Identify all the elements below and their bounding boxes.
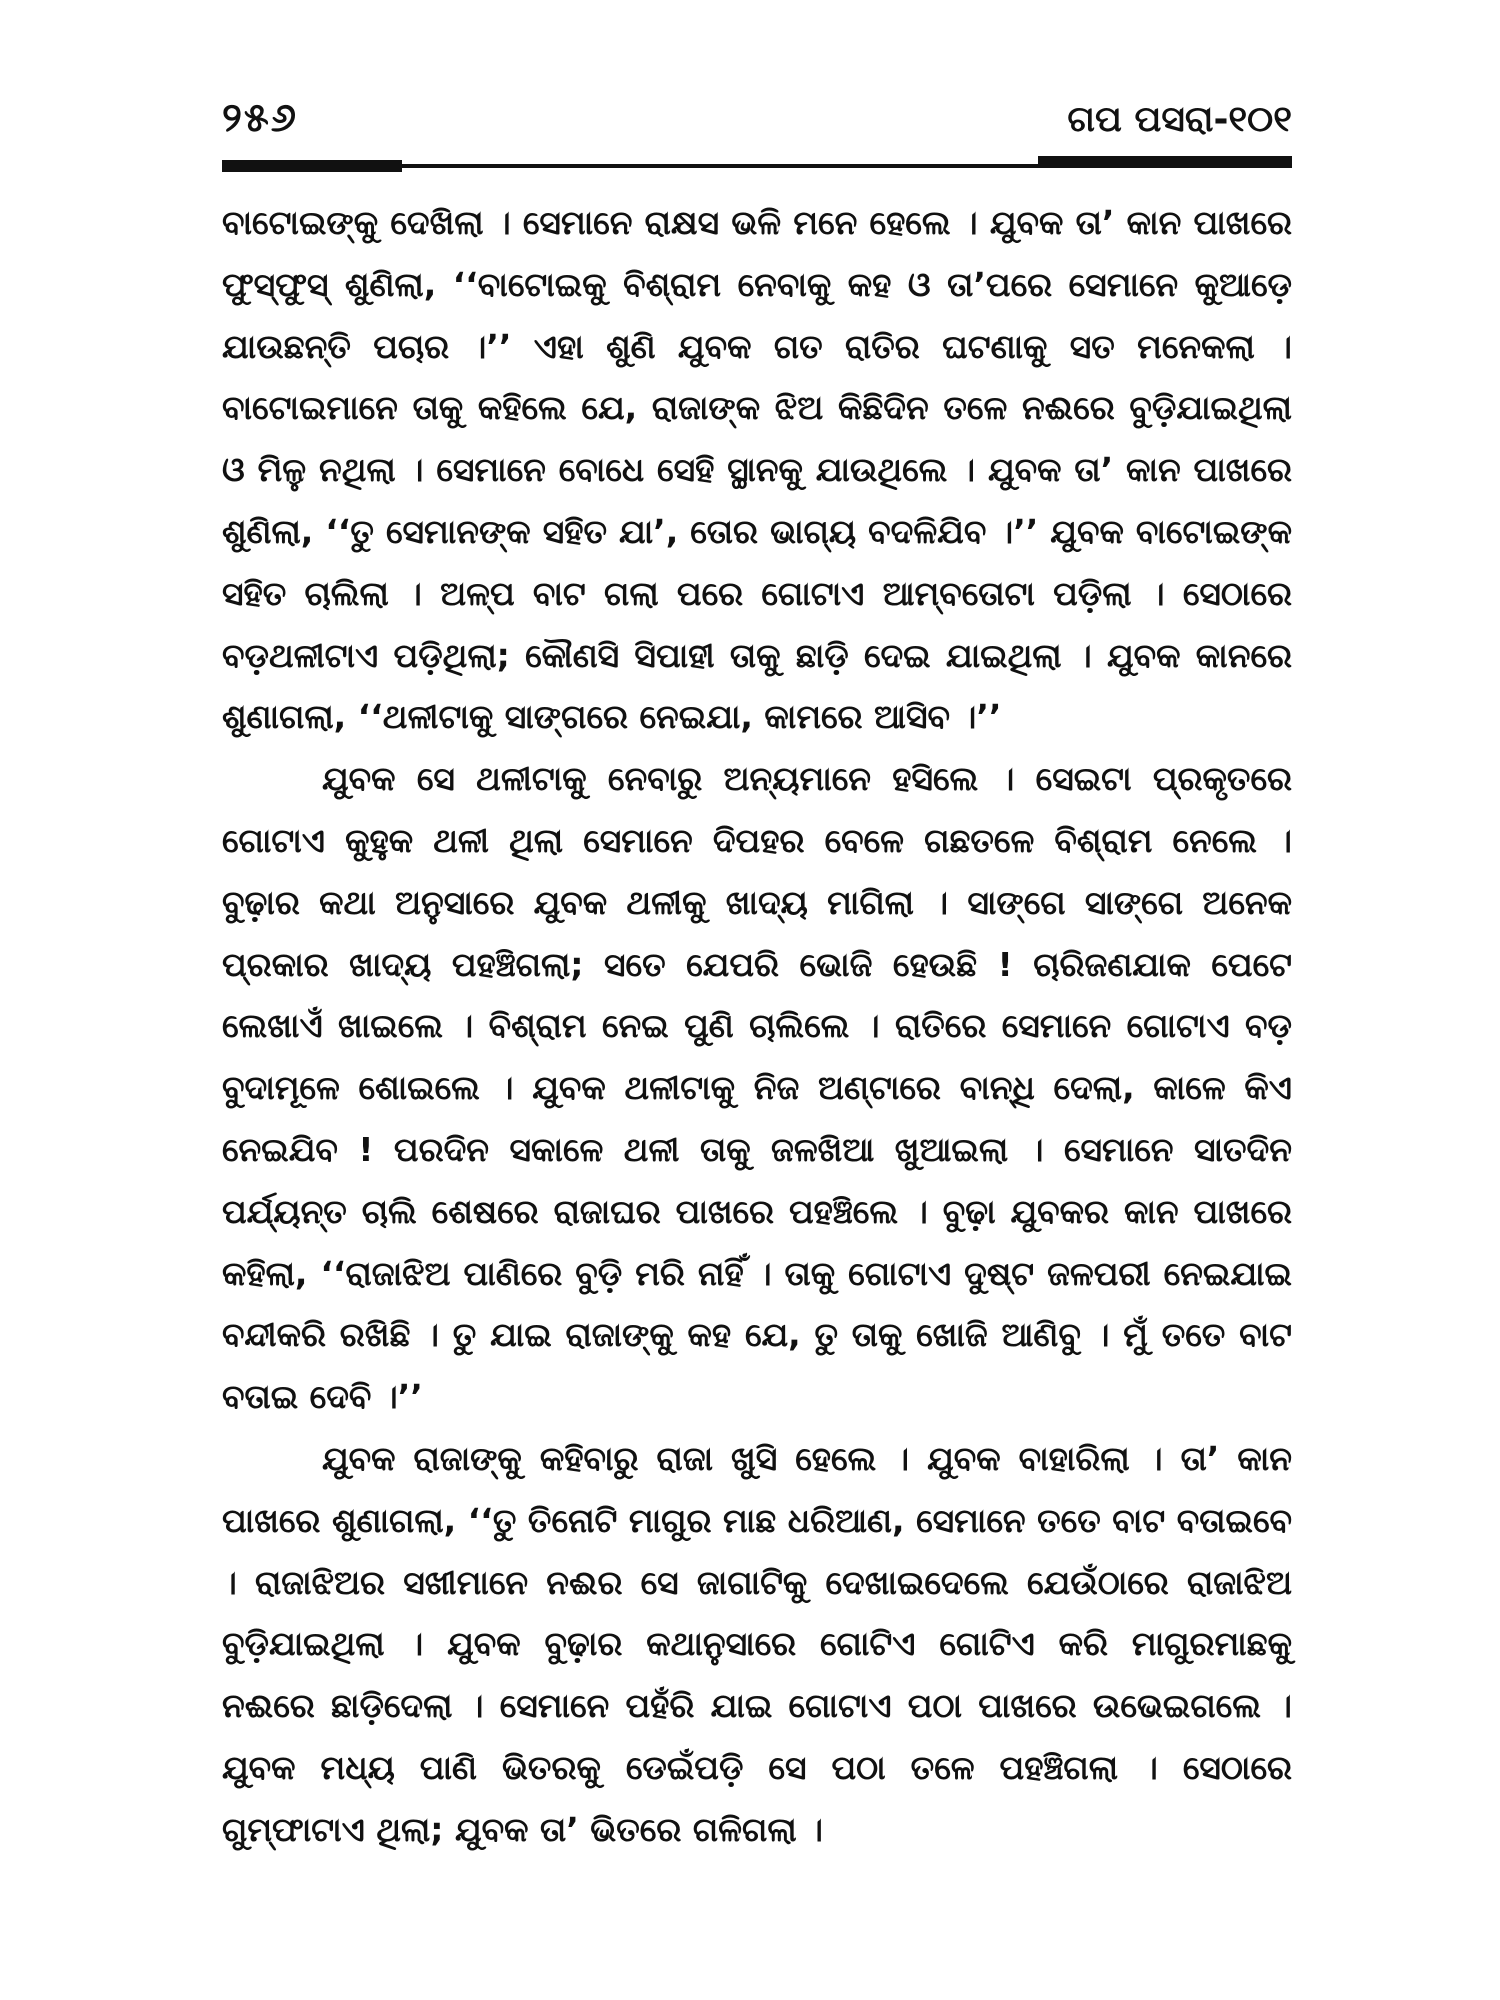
header-rule-right-bar xyxy=(1038,156,1292,168)
paragraph: ଯୁବକ ରାଜାଙ୍କୁ କହିବାରୁ ରାଜା ଖୁସି ହେଲେ । ଯୁବକ ବାହାରିଲା । ତା’ କାନ ପାଖରେ ଶୁଣାଗଲା, ‘‘ତୁ ତିନୋଟି ମାଗୁର ମାଛ ଧରିଆଣ, ସେମାନେ ତତେ ବାଟ ବତାଇବେ । ରାଜାଝିଅର ସଖୀମାନେ ନଈର ସେ ଜାଗାଟିକୁ ଦେଖାଇଦେଲେ ଯେଉଁଠାରେ ରାଜାଝିଅ ବୁଡ଼ିଯାଇଥିଲା । ଯୁବକ ବୁଢ଼ାର କଥାନୁସାରେ ଗୋଟିଏ ଗୋଟିଏ କରି ମାଗୁରମାଛକୁ ନଈରେ ଛାଡ଼ିଦେଲା । ସେମାନେ ପହଁରି ଯାଇ ଗୋଟାଏ ପଠା ପାଖରେ ଉଭେଇଗଲେ । ଯୁବକ ମଧ୍ୟ ପାଣି ଭିତରକୁ ଡେଇଁପଡ଼ି ସେ ପଠା ତଳେ ପହଞ୍ଚିଗଲା । ସେଠାରେ ଗୁମ୍ଫାଟାଏ ଥିଲା; ଯୁବକ ତା’ ଭିତରେ ଗଳିଗଲା । xyxy=(222,1438,1292,1849)
body-text xyxy=(222,192,1292,1861)
page-number: ୨୫୬ xyxy=(222,95,298,141)
page-header xyxy=(222,95,1292,155)
paragraph: ଯୁବକ ସେ ଥଳୀଟାକୁ ନେବାରୁ ଅନ୍ୟମାନେ ହସିଲେ । ସେଇଟା ପ୍ରକୃତରେ ଗୋଟାଏ କୁହୁକ ଥଳୀ ଥିଲା ସେମାନେ ଦିପହର ବେଳେ ଗଛତଳେ ବିଶ୍ରାମ ନେଲେ । ବୁଢ଼ାର କଥା ଅନୁସାରେ ଯୁବକ ଥଳୀକୁ ଖାଦ୍ୟ ମାଗିଲା । ସାଙ୍ଗେ ସାଙ୍ଗେ ଅନେକ ପ୍ରକାର ଖାଦ୍ୟ ପହଞ୍ଚିଗଲା; ସତେ ଯେପରି ଭୋଜି ହେଉଛି ! ଚାରିଜଣଯାକ ପେଟେ ଲେଖାଏଁ ଖାଇଲେ । ବିଶ୍ରାମ ନେଇ ପୁଣି ଚାଲିଲେ । ରାତିରେ ସେମାନେ ଗୋଟାଏ ବଡ଼ ବୁଦାମୂଳେ ଶୋଇଲେ । ଯୁବକ ଥଳୀଟାକୁ ନିଜ ଅଣ୍ଟାରେ ବାନ୍ଧି ଦେଲା, କାଳେ କିଏ ନେଇଯିବ ! ପରଦିନ ସକାଳେ ଥଳୀ ତାକୁ ଜଳଖିଆ ଖୁଆଇଲା । ସେମାନେ ସାତଦିନ ପର୍ଯ୍ୟନ୍ତ ଚାଲି ଶେଷରେ ରାଜାଘର ପାଖରେ ପହଞ୍ଚିଲେ । ବୁଢ଼ା ଯୁବକର କାନ ପାଖରେ କହିଲା, ‘‘ରାଜାଝିଅ ପାଣିରେ ବୁଡ଼ି ମରି ନାହିଁ । ତାକୁ ଗୋଟାଏ ଦୁଷ୍ଟ ଜଳପରୀ ନେଇଯାଇ ବନ୍ଦୀକରି ରଖିଛି । ତୁ ଯାଇ ରାଜାଙ୍କୁ କହ ଯେ, ତୁ ତାକୁ ଖୋଜି ଆଣିବୁ । ମୁଁ ତତେ ବାଟ ବତାଇ ଦେବି ।’’ xyxy=(222,759,1292,1417)
paragraph: ବାଟୋଇଙ୍କୁ ଦେଖିଲା । ସେମାନେ ରାକ୍ଷସ ଭଳି ମନେ ହେଲେ । ଯୁବକ ତା’ କାନ ପାଖରେ ଫୁସ୍‌ଫୁସ୍ ଶୁଣିଲା, ‘‘ବାଟୋଇକୁ ବିଶ୍ରାମ ନେବାକୁ କହ ଓ ତା’ପରେ ସେମାନେ କୁଆଡ଼େ ଯାଉଛନ୍ତି ପଚାର ।’’ ଏହା ଶୁଣି ଯୁବକ ଗତ ରାତିର ଘଟଣାକୁ ସତ ମନେକଲା । ବାଟୋଇମାନେ ତାକୁ କହିଲେ ଯେ, ରାଜାଙ୍କ ଝିଅ କିଛିଦିନ ତଳେ ନଈରେ ବୁଡ଼ିଯାଇଥିଲା ଓ ମିଳୁ ନଥିଲା । ସେମାନେ ବୋଧେ ସେହି ସ୍ଥାନକୁ ଯାଉଥିଲେ । ଯୁବକ ତା’ କାନ ପାଖରେ ଶୁଣିଲା, ‘‘ତୁ ସେମାନଙ୍କ ସହିତ ଯା’, ତୋର ଭାଗ୍ୟ ବଦଳିଯିବ ।’’ ଯୁବକ ବାଟୋଇଙ୍କ ସହିତ ଚାଲିଲା । ଅଳ୍ପ ବାଟ ଗଲା ପରେ ଗୋଟାଏ ଆମ୍ବତୋଟା ପଡ଼ିଲା । ସେଠାରେ ବଡ଼ଥଳୀଟାଏ ପଡ଼ିଥିଲା; କୌଣସି ସିପାହୀ ତାକୁ ଛାଡ଼ି ଦେଇ ଯାଇଥିଲା । ଯୁବକ କାନରେ ଶୁଣାଗଲା, ‘‘ଥଳୀଟାକୁ ସାଙ୍ଗରେ ନେଇଯା, କାମରେ ଆସିବ ।’’ xyxy=(222,203,1292,737)
running-title: ଗପ ପସରା-୧୦୧ xyxy=(1067,99,1292,140)
header-rule-left-bar xyxy=(222,160,402,172)
